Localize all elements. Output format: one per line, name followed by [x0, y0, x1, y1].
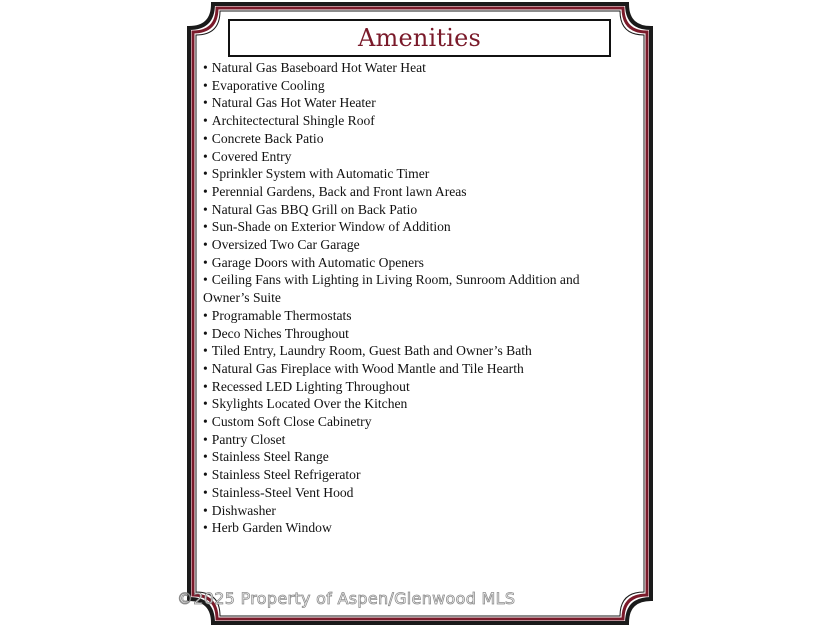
bullet-icon: •: [203, 201, 208, 217]
bullet-icon: •: [203, 360, 208, 376]
list-item-text: Architectectural Shingle Roof: [211, 113, 375, 129]
bullet-icon: •: [203, 166, 208, 182]
list-item: [203, 466, 623, 484]
list-item: [203, 325, 623, 343]
list-item-text: Stainless Steel Range: [211, 449, 329, 465]
list-item: [203, 77, 623, 95]
list-item-text: Dishwasher: [211, 502, 276, 518]
list-item: [203, 148, 623, 166]
list-item-text: Natural Gas BBQ Grill on Back Patio: [211, 201, 418, 217]
bullet-icon: •: [203, 183, 208, 199]
list-item: [203, 413, 623, 431]
list-item-text: Evaporative Cooling: [211, 77, 325, 93]
list-item-text: Pantry Closet: [211, 431, 286, 447]
bullet-icon: •: [203, 254, 208, 270]
bullet-icon: •: [203, 307, 208, 323]
list-item-text: Herb Garden Window: [211, 520, 332, 536]
list-item: [203, 448, 623, 466]
list-item: [203, 94, 623, 112]
list-item-text: Custom Soft Close Cabinetry: [211, 414, 372, 430]
list-item: [203, 484, 623, 502]
bullet-icon: •: [203, 95, 208, 111]
list-item-text: Natural Gas Fireplace with Wood Mantle and Tile Hearth: [211, 360, 524, 376]
list-item: [203, 502, 623, 520]
list-item-text: Deco Niches Throughout: [211, 325, 349, 341]
list-item: [203, 130, 623, 148]
list-item: [203, 360, 623, 378]
list-item: [203, 289, 623, 307]
amenities-list: [203, 59, 623, 537]
list-item-text: Covered Entry: [211, 148, 292, 164]
list-item-text: Perennial Gardens, Back and Front lawn Areas: [211, 183, 467, 199]
bullet-icon: •: [203, 148, 208, 164]
list-item: [203, 112, 623, 130]
bullet-icon: •: [203, 113, 208, 129]
list-item: [203, 307, 623, 325]
list-item: [203, 271, 623, 289]
bullet-icon: •: [203, 414, 208, 430]
list-item: [203, 59, 623, 77]
bullet-icon: •: [203, 343, 208, 359]
list-item-text: Ceiling Fans with Lighting in Living Room, Sunroom Addition and: [211, 272, 580, 288]
list-item-text: Stainless-Steel Vent Hood: [211, 484, 354, 500]
list-item-text: Stainless Steel Refrigerator: [211, 467, 361, 483]
list-item: [203, 165, 623, 183]
bullet-icon: •: [203, 219, 208, 235]
bullet-icon: •: [203, 467, 208, 483]
list-item: [203, 183, 623, 201]
list-item-text: Natural Gas Hot Water Heater: [211, 95, 376, 111]
title-box: [228, 19, 611, 57]
list-item-text: Oversized Two Car Garage: [211, 237, 360, 253]
list-item-text: Tiled Entry, Laundry Room, Guest Bath and Owner’s Bath: [211, 343, 532, 359]
watermark-text: ©2025 Property of Aspen/Glenwood MLS: [177, 589, 516, 608]
page-title: Amenities: [357, 24, 482, 52]
list-item-text: Natural Gas Baseboard Hot Water Heat: [211, 60, 426, 75]
list-item: [203, 254, 623, 272]
list-item-text: Owner’s Suite: [203, 290, 281, 306]
list-item-text: Skylights Located Over the Kitchen: [211, 396, 408, 412]
list-item: [203, 431, 623, 449]
bullet-icon: •: [203, 431, 208, 447]
list-item-text: Garage Doors with Automatic Openers: [211, 254, 424, 270]
bullet-icon: •: [203, 237, 208, 253]
bullet-icon: •: [203, 77, 208, 93]
list-item: [203, 218, 623, 236]
bullet-icon: •: [203, 396, 208, 412]
list-item: [203, 342, 623, 360]
bullet-icon: •: [203, 60, 208, 75]
list-item: [203, 378, 623, 396]
bullet-icon: •: [203, 272, 208, 288]
list-item-text: Programable Thermostats: [211, 307, 352, 323]
list-item-text: Sun-Shade on Exterior Window of Addition: [211, 219, 451, 235]
list-item: [203, 201, 623, 219]
list-item: [203, 395, 623, 413]
bullet-icon: •: [203, 130, 208, 146]
list-item-text: Recessed LED Lighting Throughout: [211, 378, 410, 394]
list-item: [203, 236, 623, 254]
bullet-icon: •: [203, 484, 208, 500]
bullet-icon: •: [203, 449, 208, 465]
bullet-icon: •: [203, 502, 208, 518]
bullet-icon: •: [203, 325, 208, 341]
list-item: [203, 519, 623, 537]
list-item-text: Concrete Back Patio: [211, 130, 324, 146]
bullet-icon: •: [203, 520, 208, 536]
list-item-text: Sprinkler System with Automatic Timer: [211, 166, 430, 182]
bullet-icon: •: [203, 378, 208, 394]
